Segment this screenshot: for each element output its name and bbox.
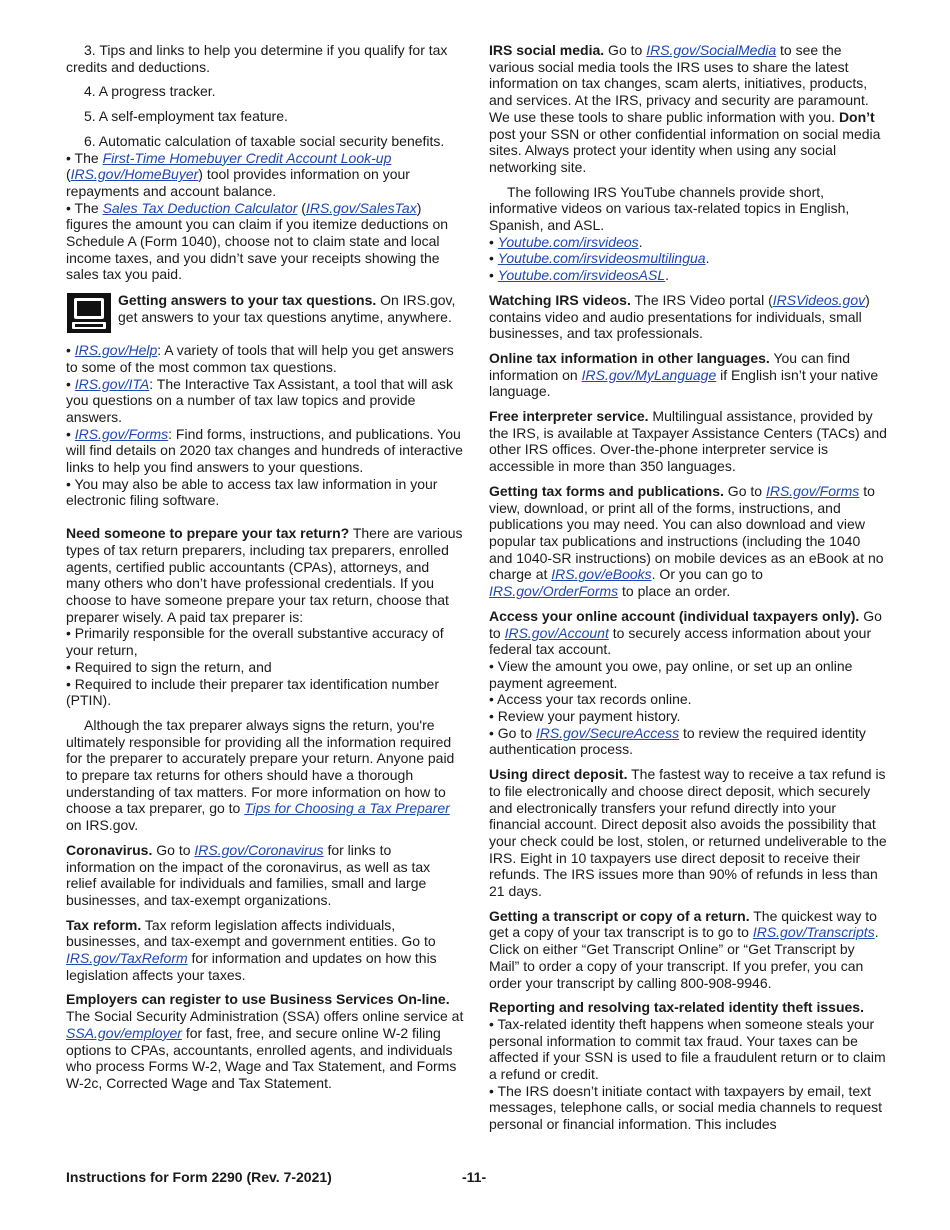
youtube-irsvideos-link[interactable]: Youtube.com/irsvideos [497,233,639,250]
forms-link[interactable]: IRS.gov/Forms [74,425,169,442]
account-link[interactable]: IRS.gov/Account [504,624,609,641]
list-item: • The IRS doesn’t initiate contact with taxpayers by email, text messages, telephone calls, or social media channels to request personal or financial information. This includes [489,1082,882,1133]
salestax-bullet: • The Sales Tax Deduction Calculator (IRS.gov/SalesTax) figures the amount you can claim if you itemize deductions on Schedule A (Form 1040), choose not to claim state and local income taxes, and you didn’t save your receipts showing the sales tax you paid. [66,199,449,283]
list-item: • Access your tax records online. [489,691,692,708]
list-item: • Youtube.com/irsvideosASL. [489,267,670,284]
employers-paragraph: Employers can register to use Business Services On-line. The Social Security Administration (SSA) offers online service at SSA.gov/employer for fast, free, and secure online W-2 filing options to CPAs, accountants, enrolled agents, and individuals who process Forms W-2, Wage and Tax Statement, and Forms W-2c, Corrected Wage and Tax Statement. [66,991,464,1091]
order-forms-link[interactable]: IRS.gov/OrderForms [489,583,619,600]
list-item: • Required to sign the return, and [66,658,272,675]
homebuyer-link[interactable]: IRS.gov/HomeBuyer [70,166,199,183]
tax-reform-link[interactable]: IRS.gov/TaxReform [66,950,188,967]
transcripts-link[interactable]: IRS.gov/Transcripts [752,924,875,941]
my-language-link[interactable]: IRS.gov/MyLanguage [581,366,717,383]
ssa-employer-link[interactable]: SSA.gov/employer [66,1024,182,1041]
list-item: • Primarily responsible for the overall substantive accuracy of your return, [66,625,444,659]
software-bullet: • You may also be able to access tax law information in your electronic filing software. [66,475,438,509]
watching-videos-paragraph: Watching IRS videos. The IRS Video portal (IRSVideos.gov) contains video and audio presentations for individuals, small businesses, and tax professionals. [489,291,870,342]
coronavirus-paragraph: Coronavirus. Go to IRS.gov/Coronavirus for links to information on the impact of the coronavirus, as well as tax relief available for individuals and families, small and large businesses, and tax-exempt organizations. [66,841,431,908]
answers-box [66,292,464,334]
list-item: • Youtube.com/irsvideosmultilingua. [489,250,710,267]
list-item: • Go to IRS.gov/SecureAccess to review the required identity authentication process. [489,724,866,758]
computer-icon [66,292,112,334]
although-paragraph: Although the tax preparer always signs the return, you're ultimately responsible for providing all the information required for the preparer to accurately prepare your return. Anyone paid to prepare tax returns for others should have a thorough understanding of tax matters. For more information on how to choose a tax preparer, go to Tips for Choosing a Tax Preparer on IRS.gov. [66,716,455,834]
list-item: 4. A progress tracker. [84,83,216,100]
page-footer [66,1169,886,1185]
forms-bullet: • IRS.gov/Forms: Find forms, instructions, and publications. You will find details on 2020 tax changes and hundreds of interactive links to help you find answers to your questions. [66,425,463,476]
salestax-link[interactable]: IRS.gov/SalesTax [305,199,417,216]
youtube-asl-link[interactable]: Youtube.com/irsvideosASL [497,267,666,284]
help-bullet: • IRS.gov/Help: A variety of tools that will help you get answers to some of the most common tax questions. [66,342,454,375]
ebooks-link[interactable]: IRS.gov/eBooks [551,566,652,583]
homebuyer-bullet: • The First-Time Homebuyer Credit Account Look-up (IRS.gov/HomeBuyer) tool provides information on your repayments and account balance. [66,149,410,199]
tips-preparer-link[interactable]: Tips for Choosing a Tax Preparer [244,800,450,817]
preparer-paragraph: Need someone to prepare your tax return? There are various types of tax return preparers, including tax preparers, enrolled agents, certified public accountants (CPAs), attorneys, and many others who don’t have professional credentials. If you choose to have someone prepare your tax return, choose that preparer wisely. A paid tax preparer is: [66,525,463,625]
page-number: -11- [462,1169,487,1185]
homebuyer-lookup-link[interactable]: First-Time Homebuyer Credit Account Look-up [102,149,392,166]
youtube-multilingua-link[interactable]: Youtube.com/irsvideosmultilingua [497,250,706,267]
list-item: • Youtube.com/irsvideos. [489,233,643,250]
right-column [489,42,887,1133]
help-link[interactable]: IRS.gov/Help [74,342,158,359]
irs-videos-link[interactable]: IRSVideos.gov [772,291,866,308]
list-item: • Review your payment history. [489,708,681,725]
languages-paragraph: Online tax information in other languages. You can find information on IRS.gov/MyLanguage if English isn’t your native language. [489,349,879,400]
salestax-calculator-link[interactable]: Sales Tax Deduction Calculator [102,199,298,216]
interpreter-paragraph: Free interpreter service. Multilingual assistance, provided by the IRS, is available at Taxpayer Assistance Centers (TACs) and other IRS offices. Over-the-phone interpreter service is accessible in more than 350 languages. [489,408,887,475]
list-item: • View the amount you owe, pay online, or set up an online payment agreement. [489,657,853,691]
answers-paragraph: Getting answers to your tax questions. On IRS.gov, get answers to your tax questions anytime, anywhere. [118,292,456,325]
left-column [66,42,464,1092]
list-item: • Required to include their preparer tax identification number (PTIN). [66,675,439,709]
secure-access-link[interactable]: IRS.gov/SecureAccess [535,724,680,741]
tax-reform-paragraph: Tax reform. Tax reform legislation affects individuals, businesses, and tax-exempt and government entities. Go to IRS.gov/TaxReform for information and updates on how this legislation affects your taxes. [66,916,437,983]
direct-deposit-paragraph: Using direct deposit. The fastest way to receive a tax refund is to file electronically and choose direct deposit, which securely and electronically transfers your refund directly into your financial account. Direct deposit also avoids the possibility that your check could be lost, stolen, or returned undeliverable to the IRS. Eight in 10 taxpayers use direct deposit to receive their refunds. The IRS issues more than 90% of refunds in less than 21 days. [489,766,887,900]
list-item: 3. Tips and links to help you determine if you qualify for tax credits and deductions. [66,42,448,75]
account-paragraph: Access your online account (individual taxpayers only). Go to IRS.gov/Account to securely access information about your federal tax account. [489,607,882,658]
transcript-paragraph: Getting a transcript or copy of a return. The quickest way to get a copy of your tax transcript is to go to IRS.gov/Transcripts. Click on either “Get Transcript Online” or “Get Transcript by Mail” to order a copy of your transcript. If you prefer, you can order your transcript by calling 800-908-9946. [489,907,879,991]
list-item: • Tax-related identity theft happens when someone steals your personal information to commit tax fraud. Your taxes can be affected if your SSN is used to file a fraudulent return or to claim a refund or credit. [489,1015,886,1083]
youtube-intro: The following IRS YouTube channels provide short, informative videos on various tax-related topics in English, Spanish, and ASL. [489,183,850,234]
footer-title: Instructions for Form 2290 (Rev. 7-2021) [66,1169,332,1185]
identity-theft-heading: Reporting and resolving tax-related identity theft issues. [489,999,864,1016]
tax-forms-paragraph: Getting tax forms and publications. Go to IRS.gov/Forms to view, download, or print all of the forms, instructions, and publications you may need. You can also download and view popular tax publications and instructions (including the 1040 and 1040-SR instructions) on mobile devices as an eBook at no charge at IRS.gov/eBooks. Or you can go to IRS.gov/OrderForms to place an order. [489,482,884,600]
forms-link[interactable]: IRS.gov/Forms [765,482,860,499]
coronavirus-link[interactable]: IRS.gov/Coronavirus [194,841,324,858]
social-media-link[interactable]: IRS.gov/SocialMedia [646,42,777,58]
ita-link[interactable]: IRS.gov/ITA [74,375,150,392]
list-item: 6. Automatic calculation of taxable social security benefits. [84,132,445,149]
ita-bullet: • IRS.gov/ITA: The Interactive Tax Assistant, a tool that will ask you questions on a number of tax law topics and provide answers. [66,375,453,425]
list-item: 5. A self-employment tax feature. [84,108,288,125]
social-media-paragraph: IRS social media. Go to IRS.gov/SocialMedia to see the various social media tools the IRS uses to share the latest information on tax changes, scam alerts, initiatives, products, and services. At the IRS, privacy and security are paramount. We use these tools to share public information with you. Don’t post your SSN or other confidential information on social media sites. Always protect your identity when using any social networking site. [489,42,881,175]
